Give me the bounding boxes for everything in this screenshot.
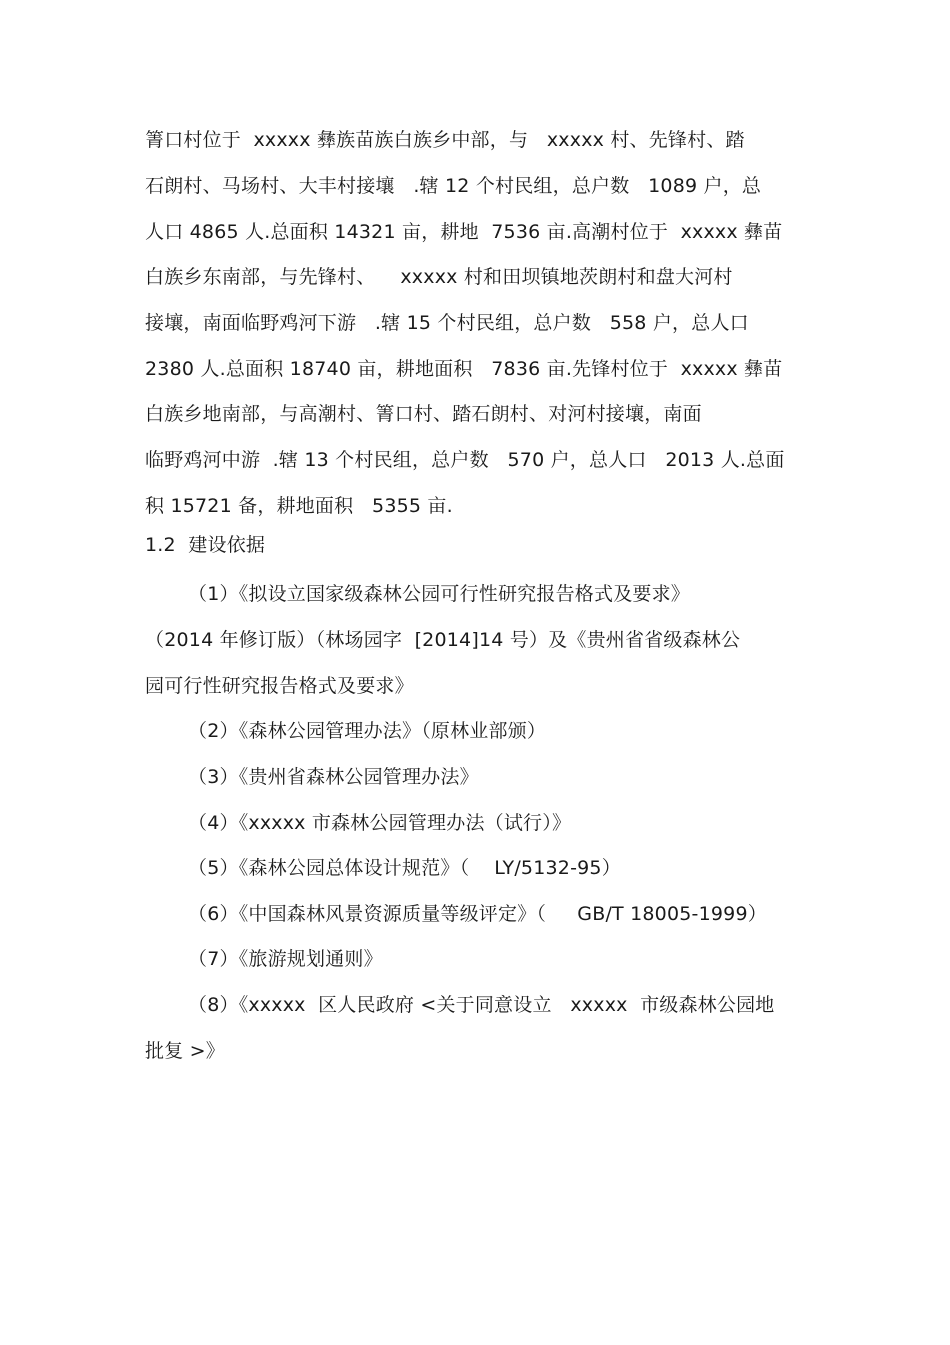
paragraph-line: 2380 人.总面积 18740 亩，耕地面积 7836 亩.先锋村位于 xxxxx 彝苗 [145,358,783,380]
basis-item-continuation: 园可行性研究报告格式及要求》 [145,675,414,697]
basis-item: （7）《旅游规划通则》 [188,948,383,970]
paragraph-line: 箐口村位于 xxxxx 彝族苗族白族乡中部，与 xxxxx 村、先锋村、踏 [145,129,745,151]
basis-item-continuation: （2014 年修订版）（林场园字 [2014]14 号）及《贵州省省级森林公 [145,629,741,651]
paragraph-line: 白族乡东南部，与先锋村、 xxxxx 村和田坝镇地茨朗村和盘大河村 [145,266,733,288]
basis-item: （1）《拟设立国家级森林公园可行性研究报告格式及要求》 [188,583,690,605]
paragraph-line: 积 15721 备，耕地面积 5355 亩. [145,495,453,517]
basis-item-continuation: 批复 >》 [145,1040,225,1062]
paragraph-line: 人口 4865 人.总面积 14321 亩，耕地 7536 亩.高潮村位于 xxxxx 彝苗 [145,221,783,243]
paragraph-line: 接壤，南面临野鸡河下游 .辖 15 个村民组，总户数 558 户，总人口 [145,312,749,334]
paragraph-line: 石朗村、马场村、大丰村接壤 .辖 12 个村民组，总户数 1089 户，总 [145,175,762,197]
basis-item: （4）《xxxxx 市森林公园管理办法（试行）》 [188,812,572,834]
paragraph-line: 白族乡地南部，与高潮村、箐口村、踏石朗村、对河村接壤，南面 [145,403,702,425]
section-heading: 1.2 建设依据 [145,534,266,556]
basis-item: （5）《森林公园总体设计规范》（ LY/5132-95） [188,857,621,879]
paragraph-line: 临野鸡河中游 .辖 13 个村民组，总户数 570 户，总人口 2013 人.总面 [145,449,785,471]
basis-item: （3）《贵州省森林公园管理办法》 [188,766,479,788]
basis-item: （2）《森林公园管理办法》（原林业部颁） [188,720,547,742]
basis-item: （8）《xxxxx 区人民政府 <关于同意设立 xxxxx 市级森林公园地 [188,994,775,1016]
basis-item: （6）《中国森林风景资源质量等级评定》（ GB/T 18005-1999） [188,903,767,925]
